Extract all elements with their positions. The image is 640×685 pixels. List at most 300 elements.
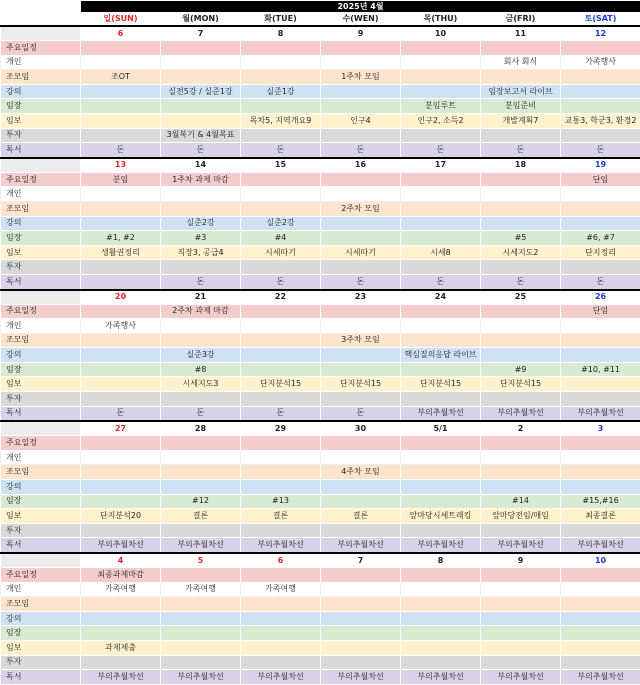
event-cell[interactable]: 결론 [241, 509, 321, 524]
event-cell[interactable] [81, 597, 161, 612]
event-cell[interactable] [401, 70, 481, 85]
event-cell[interactable] [401, 187, 481, 202]
event-cell[interactable] [241, 172, 321, 187]
event-cell[interactable] [561, 465, 640, 480]
date-cell[interactable]: 25 [481, 290, 561, 305]
event-cell[interactable] [161, 99, 241, 114]
event-cell[interactable] [561, 523, 640, 538]
event-cell[interactable]: 단지분석20 [81, 509, 161, 524]
event-cell[interactable]: 돈 [401, 274, 481, 289]
event-cell[interactable] [481, 568, 561, 583]
event-cell[interactable] [241, 128, 321, 143]
event-cell[interactable] [161, 480, 241, 495]
event-cell[interactable] [241, 523, 321, 538]
event-cell[interactable] [241, 436, 321, 451]
event-cell[interactable]: 회사 회식 [481, 55, 561, 70]
event-cell[interactable] [401, 626, 481, 641]
event-cell[interactable] [161, 611, 241, 626]
event-cell[interactable] [241, 465, 321, 480]
event-cell[interactable]: 3월복기 & 4월목표 [161, 128, 241, 143]
event-cell[interactable]: #8 [161, 362, 241, 377]
event-cell[interactable] [241, 480, 321, 495]
event-cell[interactable] [81, 260, 161, 275]
event-cell[interactable] [321, 436, 401, 451]
event-cell[interactable]: 부의추월차선 [321, 670, 401, 685]
event-cell[interactable]: 분임 [81, 172, 161, 187]
event-cell[interactable] [481, 304, 561, 319]
event-cell[interactable]: 실준2강 [161, 216, 241, 231]
date-cell[interactable]: 28 [161, 421, 241, 436]
event-cell[interactable] [401, 523, 481, 538]
event-cell[interactable] [241, 348, 321, 363]
event-cell[interactable]: 단임 [561, 172, 640, 187]
event-cell[interactable] [321, 231, 401, 246]
event-cell[interactable] [561, 41, 640, 56]
event-cell[interactable] [81, 41, 161, 56]
event-cell[interactable] [161, 41, 241, 56]
event-cell[interactable] [241, 611, 321, 626]
event-cell[interactable] [321, 187, 401, 202]
event-cell[interactable] [561, 436, 640, 451]
date-cell[interactable]: 10 [401, 26, 481, 41]
event-cell[interactable]: 부의추월차선 [561, 538, 640, 553]
event-cell[interactable] [401, 436, 481, 451]
event-cell[interactable] [161, 333, 241, 348]
event-cell[interactable] [561, 597, 640, 612]
event-cell[interactable]: #12 [161, 494, 241, 509]
event-cell[interactable] [401, 41, 481, 56]
event-cell[interactable] [161, 523, 241, 538]
event-cell[interactable] [481, 216, 561, 231]
event-cell[interactable] [321, 260, 401, 275]
event-cell[interactable] [561, 70, 640, 85]
event-cell[interactable] [481, 260, 561, 275]
event-cell[interactable] [81, 333, 161, 348]
event-cell[interactable] [81, 392, 161, 407]
event-cell[interactable] [401, 392, 481, 407]
event-cell[interactable] [481, 392, 561, 407]
event-cell[interactable] [321, 655, 401, 670]
date-cell[interactable]: 5 [161, 553, 241, 568]
event-cell[interactable]: 인구2, 소득2 [401, 113, 481, 128]
event-cell[interactable]: 부의추월차선 [161, 670, 241, 685]
event-cell[interactable] [81, 113, 161, 128]
event-cell[interactable] [481, 640, 561, 655]
event-cell[interactable]: 핵심질의응답 라이브 [401, 348, 481, 363]
event-cell[interactable]: 부의추월차선 [81, 538, 161, 553]
event-cell[interactable]: #9 [481, 362, 561, 377]
event-cell[interactable] [561, 99, 640, 114]
event-cell[interactable] [161, 319, 241, 334]
event-cell[interactable]: 부의추월차선 [321, 538, 401, 553]
event-cell[interactable] [321, 348, 401, 363]
event-cell[interactable] [321, 55, 401, 70]
event-cell[interactable] [321, 582, 401, 597]
event-cell[interactable] [241, 597, 321, 612]
event-cell[interactable] [401, 362, 481, 377]
date-cell[interactable]: 10 [561, 553, 640, 568]
event-cell[interactable] [241, 70, 321, 85]
event-cell[interactable]: 돈 [161, 406, 241, 421]
event-cell[interactable] [401, 304, 481, 319]
date-cell[interactable]: 16 [321, 158, 401, 173]
date-cell[interactable]: 17 [401, 158, 481, 173]
date-cell[interactable]: 24 [401, 290, 481, 305]
event-cell[interactable] [401, 55, 481, 70]
event-cell[interactable]: 생활권정리 [81, 245, 161, 260]
event-cell[interactable] [321, 494, 401, 509]
event-cell[interactable] [161, 55, 241, 70]
event-cell[interactable]: 돈 [481, 143, 561, 158]
event-cell[interactable] [81, 436, 161, 451]
event-cell[interactable]: 시세따기 [241, 245, 321, 260]
event-cell[interactable] [81, 216, 161, 231]
event-cell[interactable]: 돈 [561, 143, 640, 158]
event-cell[interactable] [241, 450, 321, 465]
event-cell[interactable] [241, 626, 321, 641]
event-cell[interactable]: 부의추월차선 [481, 538, 561, 553]
event-cell[interactable] [561, 655, 640, 670]
date-cell[interactable]: 6 [81, 26, 161, 41]
event-cell[interactable]: 2주차 모임 [321, 201, 401, 216]
event-cell[interactable] [561, 333, 640, 348]
event-cell[interactable]: 돈 [241, 406, 321, 421]
event-cell[interactable]: 돈 [401, 143, 481, 158]
event-cell[interactable] [161, 187, 241, 202]
event-cell[interactable]: 부의추월차선 [241, 670, 321, 685]
date-cell[interactable]: 30 [321, 421, 401, 436]
event-cell[interactable] [401, 333, 481, 348]
event-cell[interactable] [241, 55, 321, 70]
event-cell[interactable] [481, 128, 561, 143]
event-cell[interactable] [241, 640, 321, 655]
event-cell[interactable] [161, 113, 241, 128]
event-cell[interactable]: #15,#16 [561, 494, 640, 509]
event-cell[interactable]: 실전5강 / 실준1강 [161, 84, 241, 99]
event-cell[interactable] [561, 84, 640, 99]
event-cell[interactable] [321, 319, 401, 334]
event-cell[interactable]: 개발계획7 [481, 113, 561, 128]
event-cell[interactable]: 부의추월차선 [81, 670, 161, 685]
event-cell[interactable]: #5 [481, 231, 561, 246]
event-cell[interactable]: 돈 [161, 143, 241, 158]
event-cell[interactable] [241, 568, 321, 583]
event-cell[interactable] [81, 274, 161, 289]
event-cell[interactable]: 단지분석15 [401, 377, 481, 392]
event-cell[interactable] [401, 260, 481, 275]
event-cell[interactable] [401, 640, 481, 655]
event-cell[interactable] [81, 348, 161, 363]
event-cell[interactable]: 1주차 과제 마감 [161, 172, 241, 187]
event-cell[interactable] [401, 568, 481, 583]
event-cell[interactable]: #3 [161, 231, 241, 246]
date-cell[interactable]: 27 [81, 421, 161, 436]
date-cell[interactable]: 23 [321, 290, 401, 305]
event-cell[interactable]: 돈 [241, 143, 321, 158]
event-cell[interactable]: 돈 [241, 274, 321, 289]
event-cell[interactable] [481, 655, 561, 670]
event-cell[interactable]: 부의추월차선 [481, 670, 561, 685]
event-cell[interactable] [161, 450, 241, 465]
event-cell[interactable]: 실준1강 [241, 84, 321, 99]
event-cell[interactable] [561, 216, 640, 231]
date-cell[interactable]: 11 [481, 26, 561, 41]
event-cell[interactable] [321, 597, 401, 612]
event-cell[interactable] [481, 41, 561, 56]
date-cell[interactable]: 26 [561, 290, 640, 305]
event-cell[interactable]: 부의추월차선 [401, 406, 481, 421]
event-cell[interactable] [81, 655, 161, 670]
event-cell[interactable]: 앞마당시세트래킹 [401, 509, 481, 524]
event-cell[interactable] [161, 260, 241, 275]
event-cell[interactable] [321, 480, 401, 495]
event-cell[interactable] [561, 582, 640, 597]
date-cell[interactable]: 18 [481, 158, 561, 173]
event-cell[interactable]: 목차5, 지역개요9 [241, 113, 321, 128]
event-cell[interactable] [241, 41, 321, 56]
event-cell[interactable] [81, 377, 161, 392]
event-cell[interactable]: #13 [241, 494, 321, 509]
event-cell[interactable] [241, 319, 321, 334]
event-cell[interactable]: 교통3, 학군3, 환경2 [561, 113, 640, 128]
event-cell[interactable]: 돈 [561, 274, 640, 289]
event-cell[interactable] [561, 348, 640, 363]
event-cell[interactable] [241, 99, 321, 114]
event-cell[interactable] [561, 611, 640, 626]
event-cell[interactable] [321, 172, 401, 187]
date-cell[interactable]: 14 [161, 158, 241, 173]
event-cell[interactable] [81, 304, 161, 319]
event-cell[interactable] [401, 480, 481, 495]
event-cell[interactable] [161, 626, 241, 641]
event-cell[interactable] [401, 597, 481, 612]
event-cell[interactable] [81, 611, 161, 626]
date-cell[interactable]: 3 [561, 421, 640, 436]
event-cell[interactable] [481, 611, 561, 626]
event-cell[interactable] [401, 84, 481, 99]
date-cell[interactable]: 6 [241, 553, 321, 568]
event-cell[interactable] [481, 523, 561, 538]
event-cell[interactable]: 가족여행 [241, 582, 321, 597]
event-cell[interactable]: 부의추월차선 [561, 670, 640, 685]
event-cell[interactable] [81, 362, 161, 377]
event-cell[interactable]: 인구4 [321, 113, 401, 128]
event-cell[interactable]: 부의추월차선 [561, 406, 640, 421]
event-cell[interactable]: 과제제출 [81, 640, 161, 655]
event-cell[interactable] [481, 626, 561, 641]
event-cell[interactable] [81, 201, 161, 216]
event-cell[interactable] [321, 568, 401, 583]
event-cell[interactable]: 단지분석15 [321, 377, 401, 392]
event-cell[interactable]: 시세지도3 [161, 377, 241, 392]
event-cell[interactable] [241, 187, 321, 202]
event-cell[interactable] [161, 568, 241, 583]
date-cell[interactable]: 7 [321, 553, 401, 568]
event-cell[interactable] [81, 187, 161, 202]
date-cell[interactable]: 2 [481, 421, 561, 436]
event-cell[interactable] [481, 319, 561, 334]
event-cell[interactable] [401, 172, 481, 187]
event-cell[interactable]: 단임 [561, 304, 640, 319]
event-cell[interactable] [81, 128, 161, 143]
event-cell[interactable] [81, 626, 161, 641]
event-cell[interactable]: 가족행사 [81, 319, 161, 334]
event-cell[interactable]: 실준2강 [241, 216, 321, 231]
event-cell[interactable] [321, 611, 401, 626]
event-cell[interactable] [401, 216, 481, 231]
date-cell[interactable]: 29 [241, 421, 321, 436]
event-cell[interactable]: 부의추월차선 [481, 406, 561, 421]
event-cell[interactable] [81, 465, 161, 480]
event-cell[interactable]: 실준3강 [161, 348, 241, 363]
event-cell[interactable] [561, 450, 640, 465]
date-cell[interactable]: 19 [561, 158, 640, 173]
date-cell[interactable]: 7 [161, 26, 241, 41]
event-cell[interactable]: 가족여행 [161, 582, 241, 597]
event-cell[interactable] [321, 216, 401, 231]
date-cell[interactable]: 22 [241, 290, 321, 305]
event-cell[interactable]: 돈 [81, 143, 161, 158]
date-cell[interactable]: 12 [561, 26, 640, 41]
event-cell[interactable]: 앞마당전임/매임 [481, 509, 561, 524]
event-cell[interactable] [401, 611, 481, 626]
event-cell[interactable] [481, 70, 561, 85]
event-cell[interactable]: #6, #7 [561, 231, 640, 246]
event-cell[interactable] [161, 436, 241, 451]
event-cell[interactable]: 부의추월차선 [401, 538, 481, 553]
event-cell[interactable]: 시세따기 [321, 245, 401, 260]
event-cell[interactable]: 2주차 과제 마감 [161, 304, 241, 319]
date-cell[interactable]: 21 [161, 290, 241, 305]
event-cell[interactable] [561, 128, 640, 143]
event-cell[interactable] [321, 304, 401, 319]
event-cell[interactable]: 임장보고서 라이브 [481, 84, 561, 99]
event-cell[interactable] [401, 231, 481, 246]
event-cell[interactable]: 직장3, 공급4 [161, 245, 241, 260]
event-cell[interactable]: 단지분석15 [241, 377, 321, 392]
event-cell[interactable] [81, 55, 161, 70]
event-cell[interactable] [561, 319, 640, 334]
event-cell[interactable] [561, 640, 640, 655]
event-cell[interactable]: 돈 [321, 274, 401, 289]
date-cell[interactable]: 9 [321, 26, 401, 41]
event-cell[interactable] [321, 362, 401, 377]
event-cell[interactable] [401, 201, 481, 216]
event-cell[interactable] [241, 362, 321, 377]
event-cell[interactable]: 부의추월차선 [401, 670, 481, 685]
event-cell[interactable]: 부의추월차선 [241, 538, 321, 553]
event-cell[interactable]: 분임루트 [401, 99, 481, 114]
event-cell[interactable] [161, 655, 241, 670]
event-cell[interactable] [561, 187, 640, 202]
event-cell[interactable]: 시세지도2 [481, 245, 561, 260]
event-cell[interactable] [481, 333, 561, 348]
date-cell[interactable]: 5/1 [401, 421, 481, 436]
event-cell[interactable] [481, 597, 561, 612]
event-cell[interactable]: 결론 [321, 509, 401, 524]
event-cell[interactable] [161, 201, 241, 216]
event-cell[interactable]: 분임준비 [481, 99, 561, 114]
event-cell[interactable]: 결론 [161, 509, 241, 524]
event-cell[interactable] [481, 480, 561, 495]
event-cell[interactable] [321, 84, 401, 99]
event-cell[interactable] [161, 597, 241, 612]
event-cell[interactable] [161, 640, 241, 655]
event-cell[interactable] [81, 494, 161, 509]
event-cell[interactable] [481, 450, 561, 465]
date-cell[interactable]: 8 [401, 553, 481, 568]
event-cell[interactable] [321, 523, 401, 538]
event-cell[interactable] [81, 450, 161, 465]
event-cell[interactable] [401, 465, 481, 480]
event-cell[interactable] [321, 128, 401, 143]
event-cell[interactable] [321, 99, 401, 114]
event-cell[interactable] [321, 450, 401, 465]
event-cell[interactable]: #4 [241, 231, 321, 246]
event-cell[interactable]: 최종결론 [561, 509, 640, 524]
event-cell[interactable] [481, 348, 561, 363]
event-cell[interactable]: 부의추월차선 [161, 538, 241, 553]
event-cell[interactable] [81, 99, 161, 114]
date-cell[interactable]: 20 [81, 290, 161, 305]
event-cell[interactable] [241, 260, 321, 275]
event-cell[interactable] [81, 84, 161, 99]
event-cell[interactable] [561, 260, 640, 275]
event-cell[interactable] [561, 392, 640, 407]
event-cell[interactable] [241, 392, 321, 407]
event-cell[interactable]: 돈 [321, 143, 401, 158]
event-cell[interactable] [401, 128, 481, 143]
event-cell[interactable]: 4주차 모임 [321, 465, 401, 480]
event-cell[interactable] [561, 480, 640, 495]
event-cell[interactable] [561, 568, 640, 583]
event-cell[interactable]: 가족행사 [561, 55, 640, 70]
event-cell[interactable] [161, 392, 241, 407]
event-cell[interactable] [241, 333, 321, 348]
event-cell[interactable] [401, 319, 481, 334]
event-cell[interactable]: 최종과제마감 [81, 568, 161, 583]
event-cell[interactable] [161, 70, 241, 85]
event-cell[interactable]: 돈 [321, 406, 401, 421]
event-cell[interactable] [481, 172, 561, 187]
event-cell[interactable]: #14 [481, 494, 561, 509]
event-cell[interactable] [241, 655, 321, 670]
event-cell[interactable] [561, 377, 640, 392]
event-cell[interactable] [321, 41, 401, 56]
event-cell[interactable] [561, 626, 640, 641]
date-cell[interactable]: 9 [481, 553, 561, 568]
event-cell[interactable]: 단지정리 [561, 245, 640, 260]
event-cell[interactable] [401, 494, 481, 509]
event-cell[interactable] [401, 450, 481, 465]
event-cell[interactable] [481, 582, 561, 597]
event-cell[interactable] [481, 201, 561, 216]
event-cell[interactable]: 단지분석15 [481, 377, 561, 392]
event-cell[interactable]: 1주차 모임 [321, 70, 401, 85]
event-cell[interactable] [161, 465, 241, 480]
event-cell[interactable]: 돈 [161, 274, 241, 289]
event-cell[interactable] [81, 523, 161, 538]
event-cell[interactable] [561, 201, 640, 216]
event-cell[interactable]: #1, #2 [81, 231, 161, 246]
event-cell[interactable]: 3주차 모임 [321, 333, 401, 348]
event-cell[interactable]: 조OT [81, 70, 161, 85]
event-cell[interactable] [401, 655, 481, 670]
event-cell[interactable]: 시세8 [401, 245, 481, 260]
event-cell[interactable]: 가족여행 [81, 582, 161, 597]
event-cell[interactable] [321, 392, 401, 407]
event-cell[interactable] [241, 201, 321, 216]
